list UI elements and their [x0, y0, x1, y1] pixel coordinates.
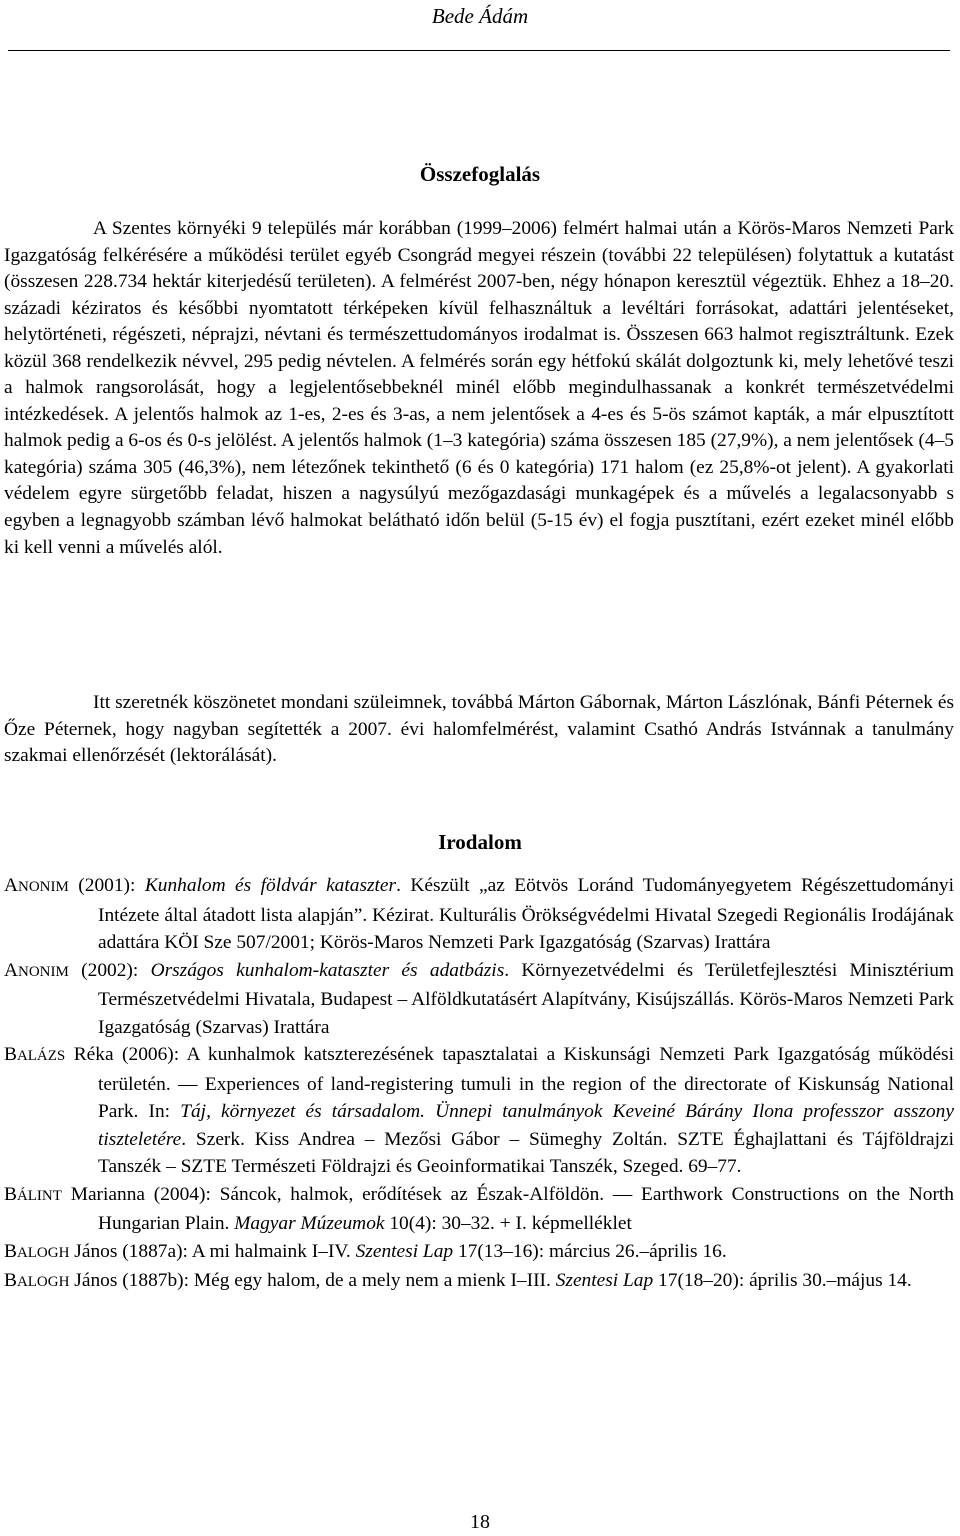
- reference-italic-title: Táj, környezet és társadalom. Ünnepi tanulmányok Keveiné Bárány Ilona professzor asszony tiszteletére: [98, 1101, 954, 1150]
- summary-paragraph: A Szentes környéki 9 település már korábban (1999–2006) felmért halmai után a Körös-Maros Nemzeti Park Igazgatóság felkérésére a működési terület egyéb Csongrád megyei részein (további 22 településen) folytattuk a kutatást (összesen 228.734 hektár kiterjedésű területen). A felmérést 2007-ben, négy hónapon keresztül végeztük. Ehhez a 18–20. századi kéziratos és későbbi nyomtatott térképeken kívül felhasználtuk a levéltári forrásokat, adattári jelentéseket, helytörténeti, régészeti, néprajzi, névtani és természettudományos irodalmat is. Összesen 663 halmot regisztráltunk. Ezek közül 368 rendelkezik névvel, 295 pedig névtelen. A felmérés során egy hétfokú skálát dolgoztunk ki, mely lehetővé teszi a halmok rangsorolását, hogy a legjelentősebbeknél minél előbb megindulhassanak a konkrét természetvédelmi intézkedések. A jelentős halmok az 1-es, 2-es és 3-as, a nem jelentősek a 4-es és 5-ös számot kapták, a már elpusztított halmok pedig a 6-os és 0-s jelölést. A jelentős halmok (1–3 kategória) száma összesen 185 (27,9%), a nem jelentősek (4–5 kategória) száma 305 (46,3%), nem létezőnek tekinthető (6 és 0 kategória) 171 halom (ez 25,8%-ot jelent). A gyakorlati védelem egyre sürgetőbb feladat, hiszen a nagysúlyú mezőgazdasági munkagépek és a művelés a legalacsonyabb s egyben a legnagyobb számban lévő halmokat belátható időn belül (5-15 év) el fogja pusztítani, ezért ezeket minél előbb ki kell venni a művelés alól.: [4, 218, 954, 558]
- reference-author-rest: NONIM: [18, 879, 69, 895]
- reference-author-initial: B: [4, 1183, 17, 1205]
- reference-text: 17(13–16): március 26.–április 16.: [453, 1240, 727, 1262]
- reference-author-initial: A: [4, 875, 19, 896]
- reference-author-rest: ALOGH: [16, 1244, 70, 1261]
- reference-text: (2001):: [68, 875, 145, 896]
- reference-author-rest: ALOGH: [16, 1274, 70, 1290]
- reference-item: [4, 1267, 954, 1297]
- reference-text: 17(18–20): április 30.–május 14.: [653, 1270, 912, 1291]
- reference-text: . Környezetvédelmi és Területfejlesztési Minisztérium Természetvédelmi Hivatala, Budapest – Alföldkutatásért Alapítvány, Kisújszállás. Körös-Maros Nemzeti Park Igazgatóság (Szarvas) Irattára: [98, 959, 955, 1038]
- reference-author-initial: B: [4, 1240, 17, 1262]
- reference-list: [4, 872, 954, 1297]
- reference-item: [4, 1181, 954, 1238]
- reference-author-rest: NONIM: [18, 963, 69, 980]
- reference-text: Réka (2006): A kunhalmok katszterezésének tapasztalatai a Kiskunsági Nemzeti Park Igazgatóság működési területén. — Experiences of land-registering tumuli in the region of the directorate of Kiskunság National Park. In:: [65, 1044, 954, 1122]
- reference-item: [4, 1238, 954, 1268]
- reference-item: [4, 1041, 954, 1181]
- page-number: 18: [470, 1511, 490, 1533]
- reference-author-rest: ALÁZS: [16, 1048, 66, 1064]
- reference-text: . Szerk. Kiss Andrea – Mezősi Gábor – Sümeghy Zoltán. SZTE Éghajlattani és Tájföldrajzi Tanszék – SZTE Természeti Földrajzi és Geoinformatikai Tanszék, Szeged. 69–77.: [98, 1128, 954, 1177]
- reference-italic-title: Szentesi Lap: [355, 1240, 454, 1262]
- reference-text: . Készült „az Eötvös Loránd Tudományegyetem Régészettudományi Intézete által átadott lista alapján”. Kézirat. Kulturális Örökségvédelmi Hivatal Szegedi Regionális Irodájának adattára KÖI Sze 507/2001; Körös-Maros Nemzeti Park Igazgatóság (Szarvas) Irattára: [98, 875, 955, 953]
- reference-italic-title: Kunhalom és földvár kataszter: [144, 875, 397, 896]
- running-head: Bede Ádám: [431, 4, 529, 28]
- reference-italic-title: Szentesi Lap: [555, 1270, 654, 1291]
- reference-italic-title: Országos kunhalom-kataszter és adatbázis: [150, 959, 505, 981]
- reference-item: [4, 872, 954, 957]
- reference-author-rest: ÁLINT: [16, 1187, 62, 1204]
- reference-text: Marianna (2004): Sáncok, halmok, erődítések az Észak-Alföldön. — Earthwork Constructions on the North Hungarian Plain.: [61, 1183, 954, 1234]
- summary-title: Összefoglalás: [419, 162, 541, 186]
- reference-text: János (1887a): A mi halmaink I–IV.: [69, 1240, 356, 1262]
- header-rule: [8, 50, 950, 51]
- references-title: Irodalom: [438, 830, 522, 854]
- reference-text: (2002):: [68, 959, 151, 981]
- reference-italic-title: Magyar Múzeumok: [234, 1213, 385, 1234]
- reference-author-initial: B: [4, 1270, 17, 1291]
- reference-text: 10(4): 30–32. + I. képmelléklet: [384, 1213, 632, 1234]
- reference-author-initial: A: [4, 959, 19, 981]
- reference-item: [4, 957, 954, 1042]
- reference-text: János (1887b): Még egy halom, de a mely nem a mienk I–III.: [69, 1270, 556, 1291]
- acknowledgement-paragraph: Itt szeretnék köszönetet mondani szüleimnek, továbbá Márton Gábornak, Márton Lászlónak, Bánfi Péternek és Őze Péternek, hogy nagyban segítették a 2007. évi halomfelmérést, valamint Csathó András Istvánnak a tanulmány szakmai ellenőrzését (lektorálását).: [4, 692, 954, 767]
- reference-author-initial: B: [4, 1044, 17, 1065]
